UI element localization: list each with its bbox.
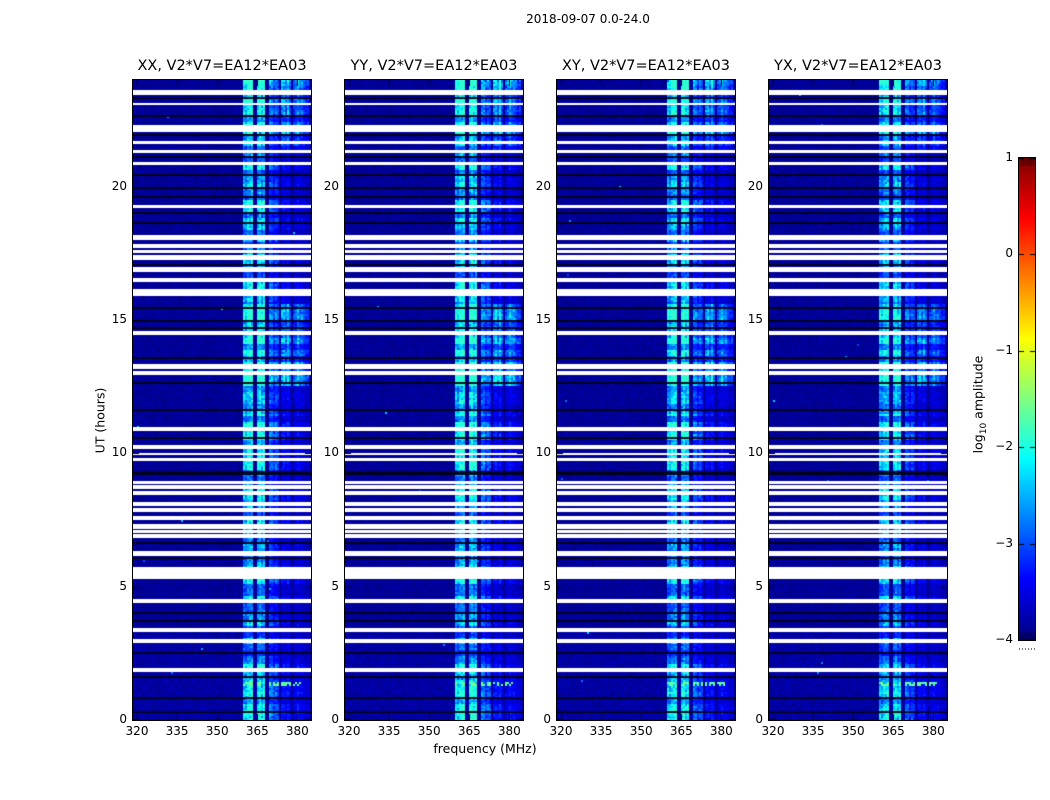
panel-title-yx: YX, V2*V7=EA12*EA03 <box>773 58 942 74</box>
y-tick-label: 0 <box>331 712 339 726</box>
y-tick-label: 15 <box>747 312 763 326</box>
y-tick-label: 20 <box>535 178 551 193</box>
colorbar-extend-dots <box>1019 648 1035 650</box>
panel-title-xx: XX, V2*V7=EA12*EA03 <box>137 58 307 74</box>
colorbar-tick-label: −3 <box>995 536 1013 550</box>
x-tick-label: 320 <box>337 724 361 738</box>
x-tick-label: 380 <box>709 724 733 738</box>
x-axis-label: frequency (MHz) <box>433 741 537 756</box>
y-tick-label: 10 <box>111 445 127 460</box>
y-tick-label: 0 <box>119 712 127 726</box>
colorbar-label: $\log_{10}$ amplitude <box>970 355 989 454</box>
x-tick-label: 365 <box>669 724 693 738</box>
panel-title-yy: YY, V2*V7=EA12*EA03 <box>350 58 518 74</box>
figure-title: 2018-09-07 0.0-24.0 <box>526 12 650 26</box>
y-tick-label: 20 <box>111 178 127 193</box>
y-tick-label: 0 <box>543 712 551 726</box>
x-tick-label: 365 <box>881 724 905 738</box>
y-tick-label: 15 <box>111 312 127 326</box>
heatmap-panel-yx <box>769 80 947 720</box>
heatmap-panel-xx <box>133 80 311 720</box>
colorbar-tick-label: 0 <box>1005 246 1013 260</box>
panel-title-xy: XY, V2*V7=EA12*EA03 <box>561 58 730 74</box>
x-tick-label: 350 <box>417 724 441 738</box>
x-tick-label: 335 <box>165 724 189 738</box>
y-tick-label: 20 <box>323 178 339 193</box>
y-tick-label: 20 <box>747 178 763 193</box>
x-tick-label: 365 <box>245 724 269 738</box>
y-tick-label: 10 <box>323 445 339 460</box>
x-tick-label: 380 <box>921 724 945 738</box>
x-tick-label: 350 <box>841 724 865 738</box>
x-tick-label: 350 <box>205 724 229 738</box>
y-tick-label: 5 <box>755 578 763 593</box>
x-tick-label: 335 <box>377 724 401 738</box>
y-axis-label: UT (hours) <box>92 387 108 454</box>
x-tick-label: 335 <box>801 724 825 738</box>
y-tick-label: 0 <box>755 712 763 726</box>
x-tick-label: 365 <box>457 724 481 738</box>
colorbar <box>1019 158 1035 640</box>
y-tick-label: 5 <box>119 578 127 593</box>
y-tick-label: 5 <box>543 578 551 593</box>
colorbar-tick-label: −4 <box>995 632 1013 646</box>
heatmap-panel-yy <box>345 80 523 720</box>
colorbar-tick-label: −1 <box>995 343 1013 357</box>
x-tick-label: 350 <box>629 724 653 738</box>
x-tick-label: 320 <box>125 724 149 738</box>
x-tick-label: 320 <box>549 724 573 738</box>
y-tick-label: 15 <box>323 312 339 326</box>
x-tick-label: 320 <box>761 724 785 738</box>
x-tick-label: 380 <box>285 724 309 738</box>
colorbar-tick-label: 1 <box>1005 150 1013 164</box>
y-tick-label: 15 <box>535 312 551 326</box>
x-tick-label: 335 <box>589 724 613 738</box>
heatmap-panel-xy <box>557 80 735 720</box>
colorbar-tick-label: −2 <box>995 439 1013 453</box>
y-tick-label: 10 <box>747 445 763 460</box>
x-tick-label: 380 <box>497 724 521 738</box>
y-tick-label: 10 <box>535 445 551 460</box>
y-tick-label: 5 <box>331 578 339 593</box>
